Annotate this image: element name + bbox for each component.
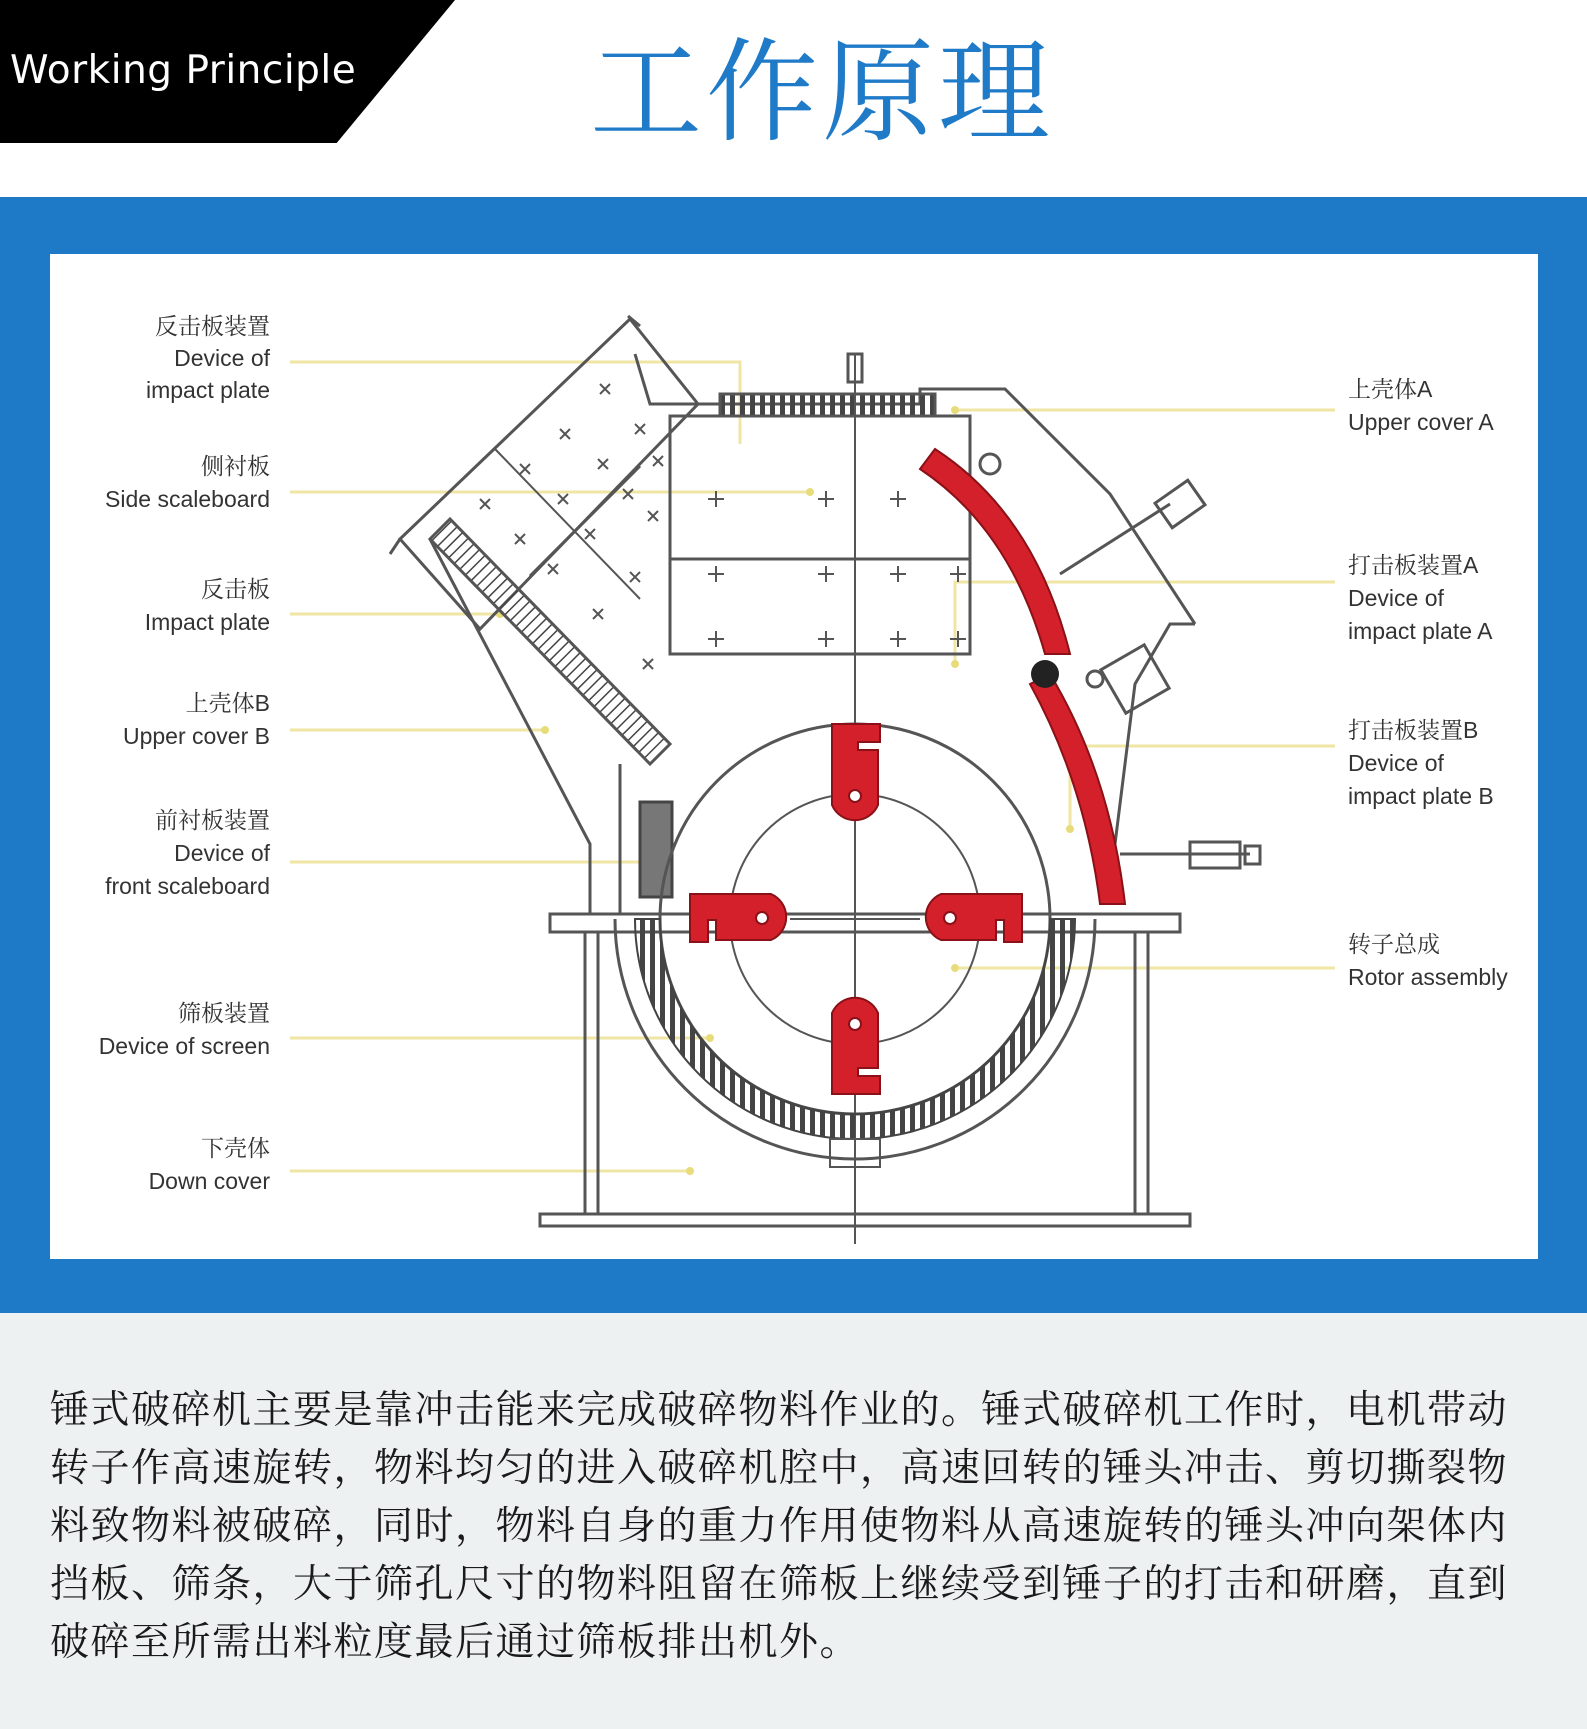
label-impact-plate-a-zh: 打击板装置A [1348, 552, 1479, 578]
label-impact-plate-a-en1: Device of [1348, 585, 1444, 611]
hopper-marks [480, 384, 663, 669]
label-screen-en: Device of screen [98, 1033, 270, 1059]
label-impact-plate-b-en1: Device of [1348, 750, 1444, 776]
page-title: 工作原理 [590, 28, 1054, 158]
pivot-icon [1031, 660, 1059, 688]
label-down-cover-zh: 下壳体 [201, 1135, 270, 1161]
label-impact-plate-en: Impact plate [144, 609, 270, 635]
crusher-diagram [50, 254, 1538, 1259]
label-upper-cover-b-en: Upper cover B [122, 723, 270, 749]
label-down-cover-en: Down cover [148, 1168, 270, 1194]
label-impact-plate-device-en1: Device of [174, 345, 270, 371]
label-side-scaleboard-en: Side scaleboard [105, 486, 270, 512]
impact-plate-a [920, 449, 1070, 654]
chamber-marks [708, 491, 966, 647]
label-front-scaleboard-en1: Device of [174, 840, 270, 866]
label-impact-plate-device-zh: 反击板装置 [155, 313, 270, 339]
frame-base [540, 1214, 1190, 1226]
right-labels [1348, 376, 1508, 990]
label-screen-zh: 筛板装置 [178, 1000, 270, 1026]
label-rotor-en: Rotor assembly [1348, 964, 1508, 990]
label-upper-cover-a-en: Upper cover A [1348, 409, 1494, 435]
right-side-wall [1115, 624, 1195, 844]
header [0, 0, 1587, 197]
label-impact-plate-zh: 反击板 [201, 576, 270, 602]
hammer-left [690, 894, 786, 942]
crusher-diagram-svg [50, 254, 1538, 1259]
label-front-scaleboard-en2: front scaleboard [105, 873, 270, 899]
hammer-right [926, 894, 1022, 942]
label-impact-plate-b-en2: impact plate B [1348, 783, 1494, 809]
front-scaleboard [640, 802, 672, 897]
label-upper-cover-a-zh: 上壳体A [1348, 376, 1433, 402]
feed-hopper [400, 319, 698, 629]
label-side-scaleboard-zh: 侧衬板 [201, 453, 270, 479]
upper-chamber [670, 416, 970, 654]
hammer-top [832, 724, 880, 820]
leader-impact-plate-a [955, 582, 1335, 664]
leader-lines [290, 362, 1335, 1171]
hammer-bottom [832, 998, 880, 1094]
label-impact-plate-a-en2: impact plate A [1348, 618, 1493, 644]
label-rotor-zh: 转子总成 [1348, 931, 1440, 957]
upper-grate [720, 394, 935, 416]
description-text: 锤式破碎机主要是靠冲击能来完成破碎物料作业的。锤式破碎机工作时，电机带动转子作高速旋转，物料均匀的进入破碎机腔中，高速回转的锤头冲击、剪切撕裂物料致物料被破碎，同时，物料自身的重力作用使物料从高速旋转的锤头冲向架体内挡板、筛条，大于筛孔尺寸的物料阻留在筛板上继续受到锤子的打击和研磨，直到破碎至所需出料粒度最后通过筛板排出机外。 [50, 1388, 1509, 1665]
label-impact-plate-b-zh: 打击板装置B [1348, 717, 1479, 743]
label-upper-cover-b-zh: 上壳体B [185, 690, 270, 716]
section-tag-label: Working Principle [10, 48, 357, 93]
label-impact-plate-device-en2: impact plate [145, 377, 270, 403]
left-labels [99, 313, 271, 1194]
label-front-scaleboard-zh: 前衬板装置 [155, 807, 270, 833]
